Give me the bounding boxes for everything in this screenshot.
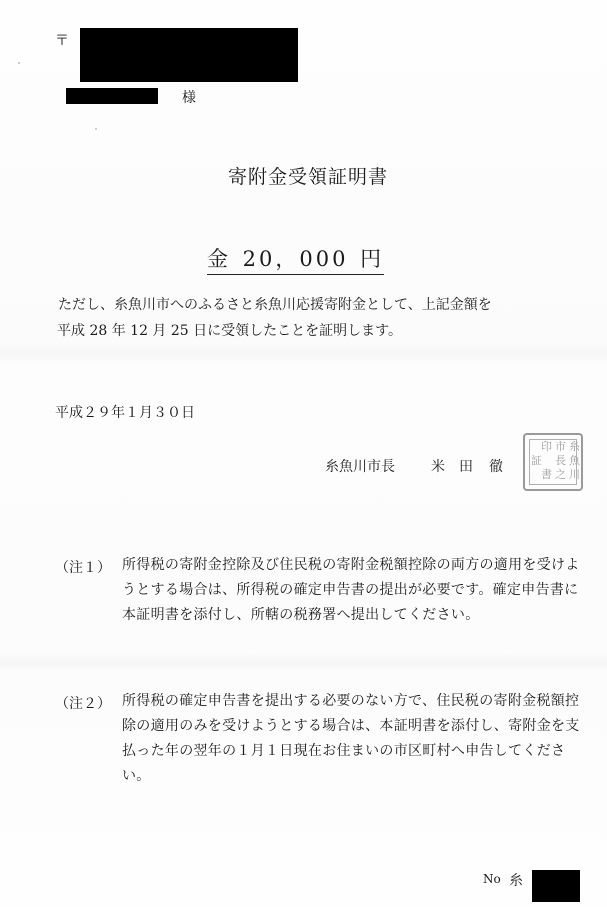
redaction-doc-number: [532, 870, 580, 902]
document-number-label: No: [483, 872, 501, 886]
speck: [95, 128, 97, 130]
issuer-given-name: 徹: [489, 459, 503, 475]
document-number-prefix: 糸: [509, 873, 523, 889]
note-1-label: （注１）: [55, 560, 111, 576]
body-line-2: 平成 28 年 12 月 25 日に受領したことを証明します。: [57, 323, 403, 339]
issuer-surname: 米 田: [431, 459, 473, 475]
amount: 金 20，000 円: [207, 243, 384, 275]
speck: [18, 62, 20, 64]
note-2-text: 所得税の確定申告書を提出する必要のない方で、住民税の寄附金税額控除の適用のみを受けようとする場合は、本証明書を添付し、寄附金を支払った年の翌年の１月１日現在お住まいの市区町村へ申告してください。: [122, 693, 580, 784]
body-line-1: ただし、糸魚川市へのふるさと糸魚川応援寄附金として、上記金額を: [58, 297, 492, 313]
honorific: 様: [182, 90, 196, 106]
issuer-title: 糸魚川市長: [325, 459, 395, 475]
redaction-address: [80, 28, 298, 82]
postal-mark: 〒: [55, 33, 69, 49]
document-title: 寄附金受領証明書: [228, 166, 389, 188]
issue-date: 平成２９年１月３０日: [55, 405, 195, 421]
official-seal-stamp: 糸 魚 川 市 長 之 印 証 書: [523, 433, 583, 491]
redaction-name: [66, 88, 158, 104]
note-2-label: （注２）: [55, 696, 111, 712]
note-1-text: 所得税の寄附金控除及び住民税の寄附金税額控除の両方の適用を受けようとする場合は、所得税の確定申告書の提出が必要です。確定申告書に本証明書を添付し、所轄の税務署へ提出してください。: [122, 557, 580, 623]
